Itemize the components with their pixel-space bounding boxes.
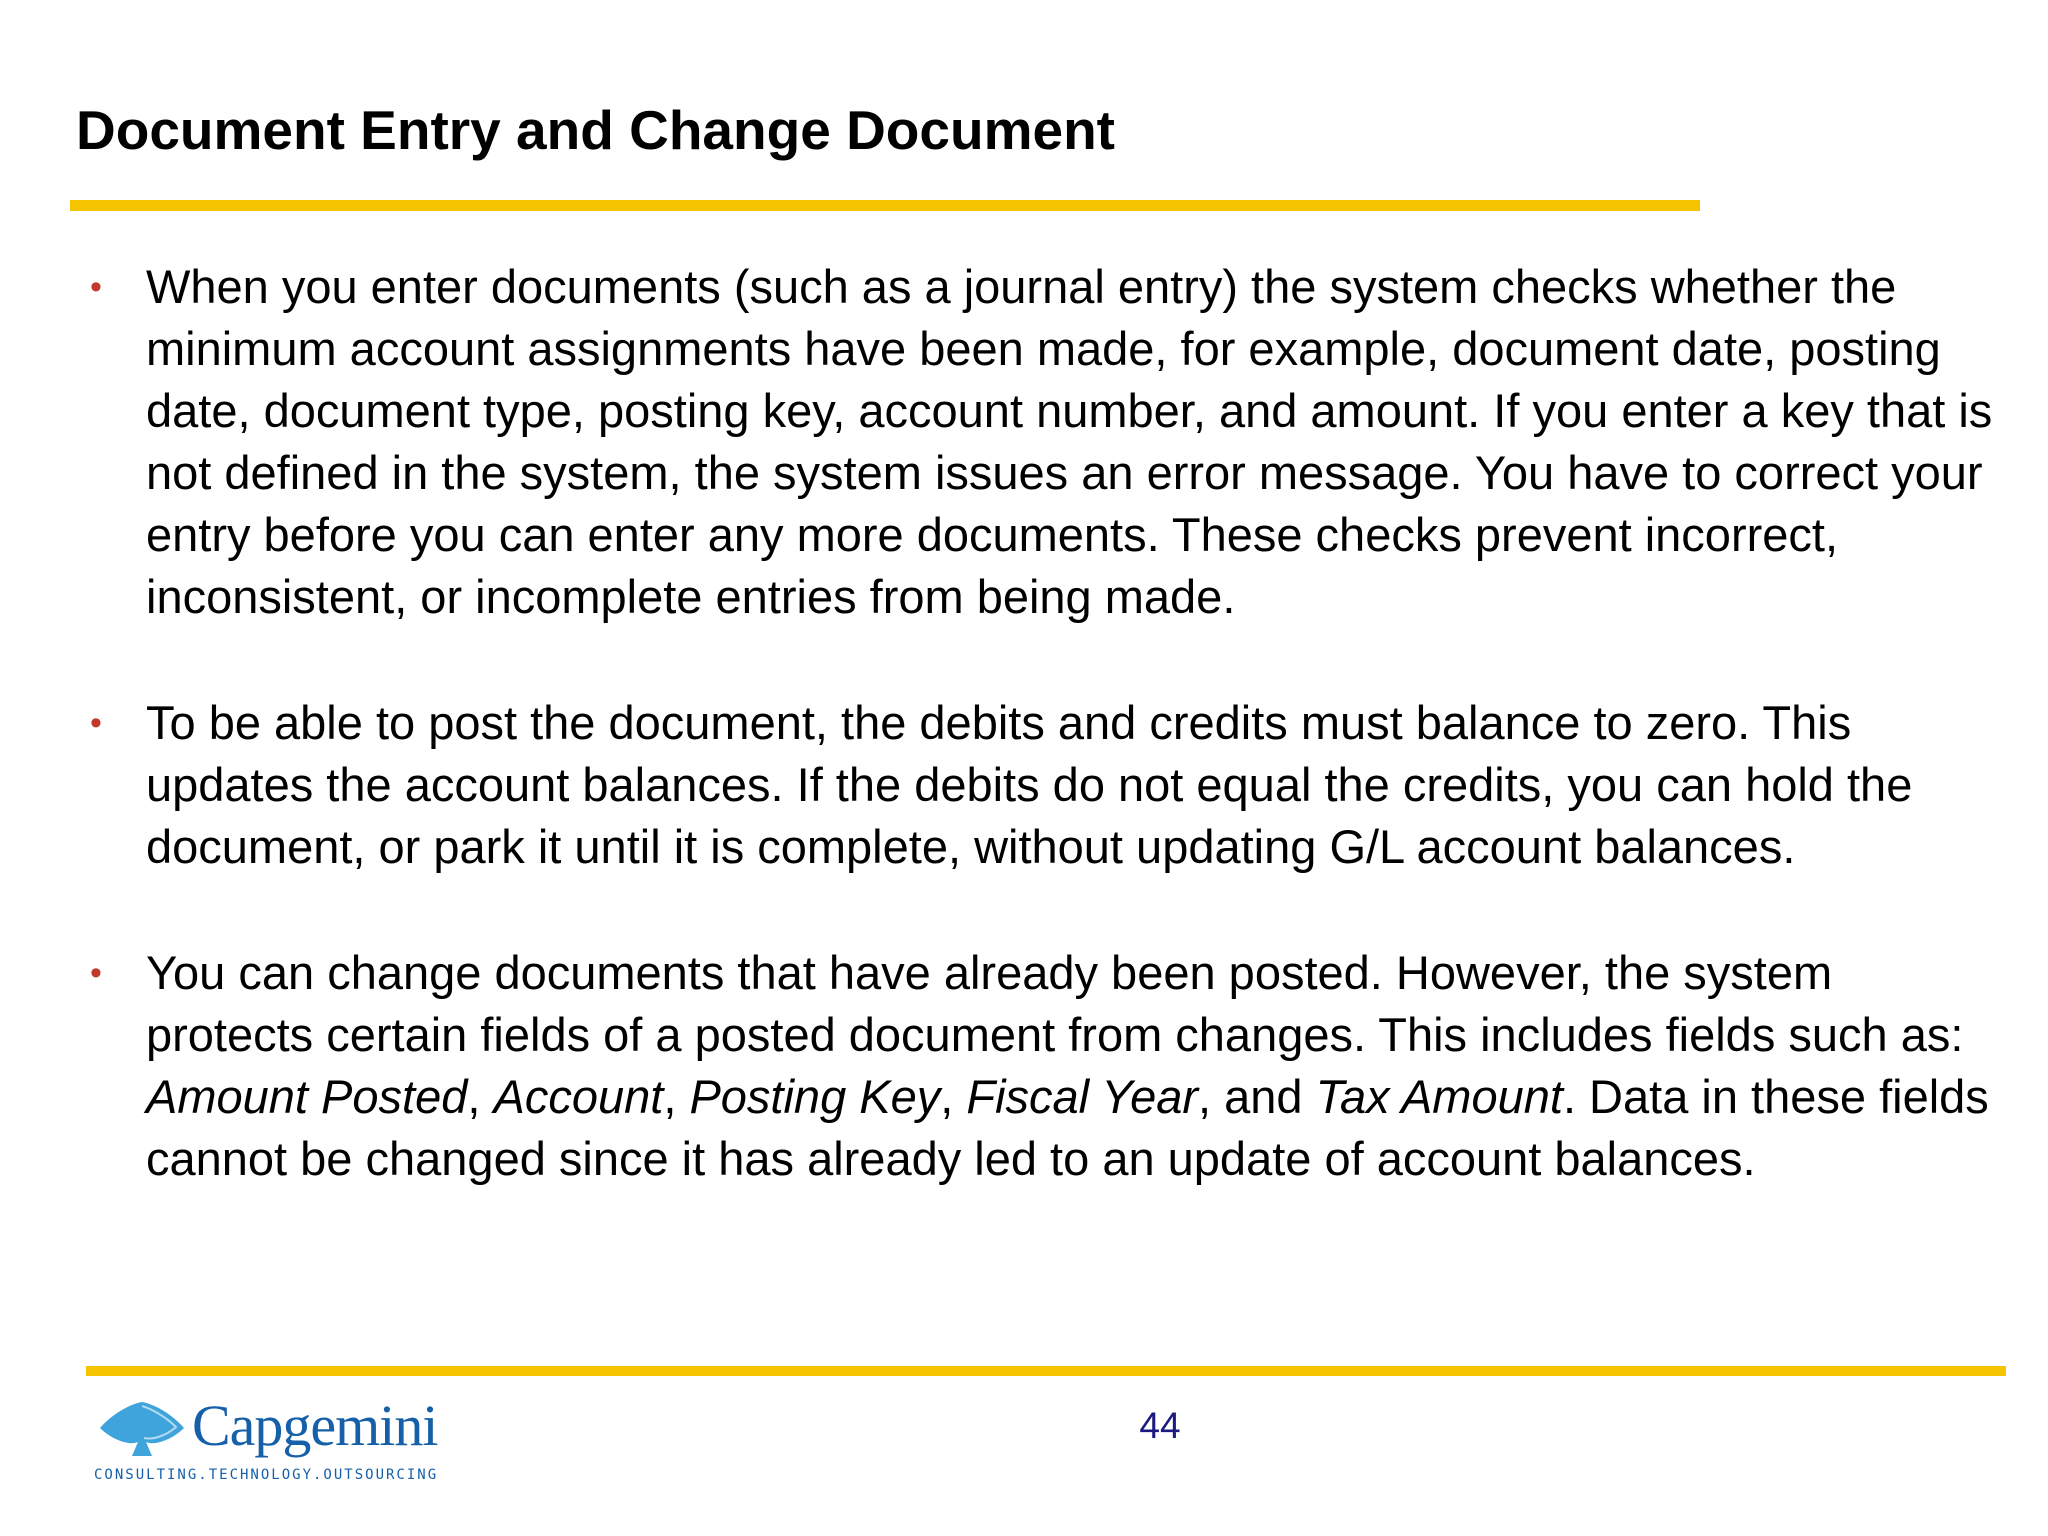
- italic-term: Account: [493, 1070, 664, 1123]
- spade-icon: [92, 1396, 192, 1460]
- footer-rule: [86, 1366, 2006, 1376]
- logo-wordmark: Capgemini: [192, 1393, 438, 1458]
- bullet-text: To be able to post the document, the debits and credits must balance to zero. This updates the account balances. If the debits do not equal the credits, you can hold the document, or park it until it is complete, without updating G/L account balances.: [146, 696, 1913, 873]
- text-run: , and: [1198, 1070, 1316, 1123]
- bullet-marker: •: [90, 704, 102, 742]
- bullet-marker: •: [90, 954, 102, 992]
- bullet-marker: •: [90, 268, 102, 306]
- text-run: ,: [467, 1070, 494, 1123]
- italic-term: Amount Posted: [146, 1070, 468, 1123]
- bullet-item: [90, 942, 2010, 1190]
- logo-tagline: CONSULTING.TECHNOLOGY.OUTSOURCING: [94, 1467, 439, 1483]
- title-underline: [70, 200, 1700, 211]
- italic-term: Tax Amount: [1315, 1070, 1563, 1123]
- bullet-item: [90, 256, 2010, 628]
- text-run: You can change documents that have already been posted. However, the system protects certain fields of a posted document from changes. This includes fields such as:: [146, 946, 1964, 1061]
- bullet-text: [146, 942, 2010, 1190]
- page-number: 44: [1139, 1405, 1181, 1446]
- text-run: ,: [663, 1070, 690, 1123]
- bullet-item: [90, 692, 2010, 878]
- slide-title: Document Entry and Change Document: [76, 99, 1115, 161]
- text-run: ,: [940, 1070, 967, 1123]
- text-run: . Data in these fields cannot be changed since it has already led to an update of account balances.: [146, 1070, 1989, 1185]
- italic-term: Posting Key: [689, 1070, 941, 1123]
- italic-term: Fiscal Year: [966, 1070, 1199, 1123]
- bullet-text: When you enter documents (such as a journal entry) the system checks whether the minimum account assignments have been made, for example, document date, posting date, document type, posting key, account number, and amount. If you enter a key that is not defined in the system, the system issues an error message. You have to correct your entry before you can enter any more documents. These checks prevent incorrect, inconsistent, or incomplete entries from being made.: [146, 260, 1993, 623]
- bullet-list: [90, 256, 2010, 1190]
- capgemini-logo: [92, 1394, 442, 1494]
